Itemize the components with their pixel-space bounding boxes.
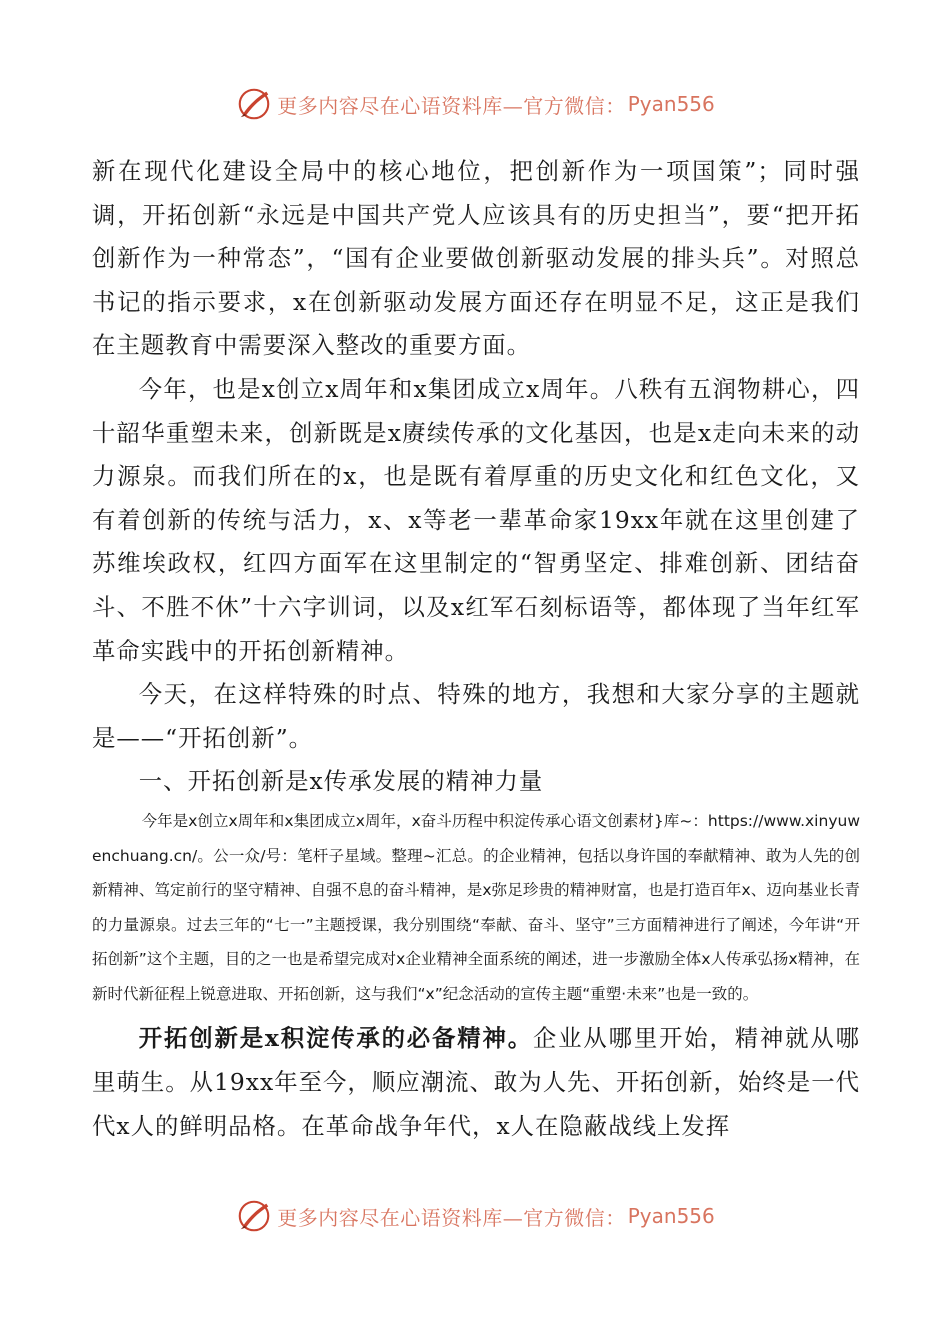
section-heading: 一、开拓创新是x传承发展的精神力量 [138,767,544,796]
paragraph-lead: 开拓创新是x积淀传承的必备精神。 [138,1024,533,1053]
small-paragraph: 今年是x创立x周年和x集团成立x周年，x奋斗历程中积淀传承心语文创素材}库~：https://www.xinyuwenchuang.cn/。公一众/号：笔杆子星域。整理~汇总。的企业精神，包括以身许国的奉献精神、敢为人先的创新精神、笃定前行的坚守精神、自强不息的奋斗精神，是x弥足珍贵的精神财富，也是打造百年x、迈向基业长青的力量源泉。过去三年的“七一”主题授课，我分别围绕“奉献、奋斗、坚守”三方面精神进行了阐述，今年讲“开拓创新”这个主题，目的之一也是希望完成对x企业精神全面系统的阐述，进一步激励全体x人传承弘扬x精神，在新时代新征程上锐意进取、开拓创新，这与我们“x”纪念活动的宣传主题“重塑·未来”也是一致的。 [92,811,860,1003]
paragraph: 今天，在这样特殊的时点、特殊的地方，我想和大家分享的主题就是——“开拓创新”。 [92,680,860,752]
paragraph: 新在现代化建设全局中的核心地位，把创新作为一项国策”；同时强调，开拓创新“永远是中国共产党人应该具有的历史担当”，要“把开拓创新作为一种常态”，“国有企业要做创新驱动发展的排头兵”。对照总书记的指示要求，x在创新驱动发展方面还存在明显不足，这正是我们在主题教育中需要深入整改的重要方面。 [92,157,860,360]
watermark-text: 更多内容尽在心语资料库—官方微信： [277,93,626,118]
footer-watermark [0,1196,950,1236]
pen-brush-logo-icon [235,1197,273,1235]
paragraph: 今年，也是x创立x周年和x集团成立x周年。八秩有五润物耕心，四十韶华重塑未来，创新既是x赓续传承的文化基因，也是x走向未来的动力源泉。而我们所在的x，也是既有着厚重的历史文化和红色文化，又有着创新的传统与活力，x、x等老一辈革命家19xx年就在这里创建了苏维埃政权，红四方面军在这里制定的“智勇坚定、排难创新、团结奋斗、不胜不休”十六字训词，以及x红军石刻标语等，都体现了当年红军革命实践中的开拓创新精神。 [92,374,860,665]
watermark-wechat-id: Pyan556 [627,1204,715,1228]
paragraph [92,1017,860,1148]
header-watermark [0,84,950,124]
pen-brush-logo-icon [235,85,273,123]
document-body [92,150,860,1148]
paragraph-text: 企业从哪里开始，精神就从哪里萌生。从19xx年至今，顺应潮流、敢为人先、开拓创新，始终是一代代x人的鲜明品格。在革命战争年代，x人在隐蔽战线上发挥 [92,1024,860,1140]
watermark-wechat-id: Pyan556 [627,92,715,116]
watermark-text: 更多内容尽在心语资料库—官方微信： [277,1205,626,1230]
